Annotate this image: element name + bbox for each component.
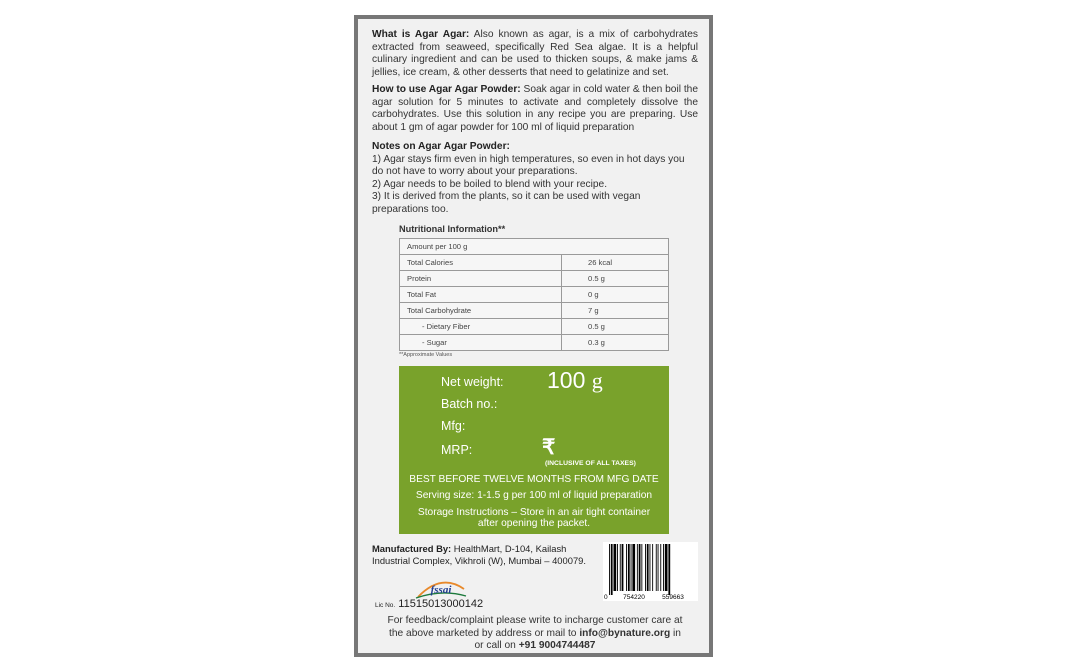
nutrient-value: 26 kcal xyxy=(562,255,669,271)
barcode-bar xyxy=(663,544,664,591)
amount-per-cell: Amount per 100 g xyxy=(400,239,669,255)
barcode-bar xyxy=(639,544,641,591)
best-before: BEST BEFORE TWELVE MONTHS FROM MFG DATE xyxy=(409,474,659,485)
table-row xyxy=(400,239,669,255)
about-paragraph xyxy=(372,29,698,79)
nutrient-value: 0.5 g xyxy=(562,271,669,287)
approximate-values-note: **Approximate Values xyxy=(399,352,453,358)
barcode-bar xyxy=(617,544,618,591)
barcode-bar xyxy=(652,544,653,591)
license-number xyxy=(375,598,483,610)
net-weight-unit: g xyxy=(591,368,603,393)
table-row xyxy=(400,335,669,351)
manufacturer-info xyxy=(372,543,597,567)
barcode-bar xyxy=(614,544,617,591)
barcode-bar xyxy=(647,544,649,591)
table-row xyxy=(400,303,669,319)
inclusive-taxes-note: (INCLUSIVE OF ALL TAXES) xyxy=(545,460,636,467)
feedback-line-1: For feedback/complaint please write to incharge customer care at xyxy=(387,615,683,626)
barcode-bar xyxy=(668,544,670,595)
usage-heading: How to use Agar Agar Powder: xyxy=(372,84,521,95)
product-label-back xyxy=(354,15,713,657)
note-item-2: 2) Agar needs to be boiled to blend with your recipe. xyxy=(372,178,608,190)
barcode-bar xyxy=(658,544,659,591)
barcode-bar xyxy=(631,544,632,591)
barcode-bar xyxy=(620,544,621,591)
feedback-text: or call on xyxy=(474,640,516,651)
feedback-line-3 xyxy=(372,640,698,653)
license-label: Lic No. xyxy=(375,602,396,609)
table-row xyxy=(400,287,669,303)
feedback-info xyxy=(372,615,698,653)
nutrition-table xyxy=(399,238,669,351)
feedback-line-2 xyxy=(372,628,698,641)
feedback-text: in xyxy=(673,627,681,639)
about-heading: What is Agar Agar: xyxy=(372,29,470,40)
nutrient-label: Protein xyxy=(400,271,562,287)
barcode-bar xyxy=(641,544,642,591)
mfg-label: Mfg: xyxy=(441,419,466,433)
nutrient-value: 0 g xyxy=(562,287,669,303)
table-row xyxy=(400,319,669,335)
fssai-logo-text: fssai xyxy=(430,584,452,596)
usage-text: Soak agar in cold water & then boil the agar solution for 5 minutes to activate and completely dissolve the carbohydrates. Use this solution in any recipe you are preparing. Use about 1 gm of agar powder for 100 ml of liquid preparation xyxy=(372,84,698,133)
rupee-icon: ₹ xyxy=(542,436,556,459)
barcode-bar xyxy=(660,544,661,591)
barcode-bar xyxy=(628,544,630,591)
net-weight-label: Net weight: xyxy=(441,375,504,389)
barcode-digits-right: 559663 xyxy=(662,594,684,601)
nutrient-label: - Dietary Fiber xyxy=(400,319,562,335)
note-item-3: 3) It is derived from the plants, so it can be used with vegan preparations too. xyxy=(372,191,641,215)
barcode-bar xyxy=(650,544,651,591)
serving-size: Serving size: 1-1.5 g per 100 ml of liquid preparation xyxy=(415,490,653,501)
net-weight-value xyxy=(547,367,603,394)
batch-label: Batch no.: xyxy=(441,397,498,411)
pack-info-box xyxy=(399,366,669,534)
net-weight-number: 100 xyxy=(547,367,586,393)
barcode-digit-lead: 0 xyxy=(604,594,608,601)
license-value: 11515013000142 xyxy=(398,598,484,610)
notes-heading: Notes on Agar Agar Powder: xyxy=(372,141,510,152)
manufacturer-address: HealthMart, D-104, Kailash Industrial Complex, Vikhroli (W), Mumbai – 400079. xyxy=(372,543,586,566)
feedback-text: the above marketed by address or mail to xyxy=(389,627,577,639)
about-text: Also known as agar, is a mix of carbohydrates extracted from seaweed, specifically Red Sea algae. It is a helpful culinary ingredient and can be used to thicken soups, & make jams & jellies, ice cream, & other desserts that need to gelatinize and set. xyxy=(372,29,698,78)
barcode-bar xyxy=(622,544,624,591)
barcode-bar xyxy=(632,544,635,591)
barcode-digits-left: 754220 xyxy=(623,594,645,601)
nutrient-value: 7 g xyxy=(562,303,669,319)
barcode-bar xyxy=(656,544,657,591)
barcode-bar xyxy=(626,544,627,591)
barcode xyxy=(603,542,698,601)
nutrient-label: Total Calories xyxy=(400,255,562,271)
nutrient-value: 0.5 g xyxy=(562,319,669,335)
manufacturer-label: Manufactured By: xyxy=(372,543,452,554)
storage-line-1: Storage Instructions – Store in an air tight container xyxy=(417,507,651,518)
nutrient-value: 0.3 g xyxy=(562,335,669,351)
barcode-bar xyxy=(637,544,638,591)
barcode-bar xyxy=(665,544,668,591)
table-row xyxy=(400,255,669,271)
barcode-bar xyxy=(611,544,613,595)
nutrition-title: Nutritional Information** xyxy=(399,224,506,234)
feedback-email-link[interactable]: info@bynature.org xyxy=(579,627,671,639)
storage-line-2: after opening the packet. xyxy=(477,518,591,529)
feedback-phone: +91 9004744487 xyxy=(518,640,596,651)
barcode-bar xyxy=(645,544,646,591)
nutrient-label: Total Carbohydrate xyxy=(400,303,562,319)
usage-paragraph xyxy=(372,84,698,134)
nutrient-label: - Sugar xyxy=(400,335,562,351)
barcode-bar xyxy=(609,544,610,595)
note-item-1: 1) Agar stays firm even in high temperatures, so even in hot days you do not have to worry about your preparations. xyxy=(372,153,685,178)
notes-section xyxy=(372,141,698,217)
table-row xyxy=(400,271,669,287)
mrp-label: MRP: xyxy=(441,443,473,457)
nutrient-label: Total Fat xyxy=(400,287,562,303)
